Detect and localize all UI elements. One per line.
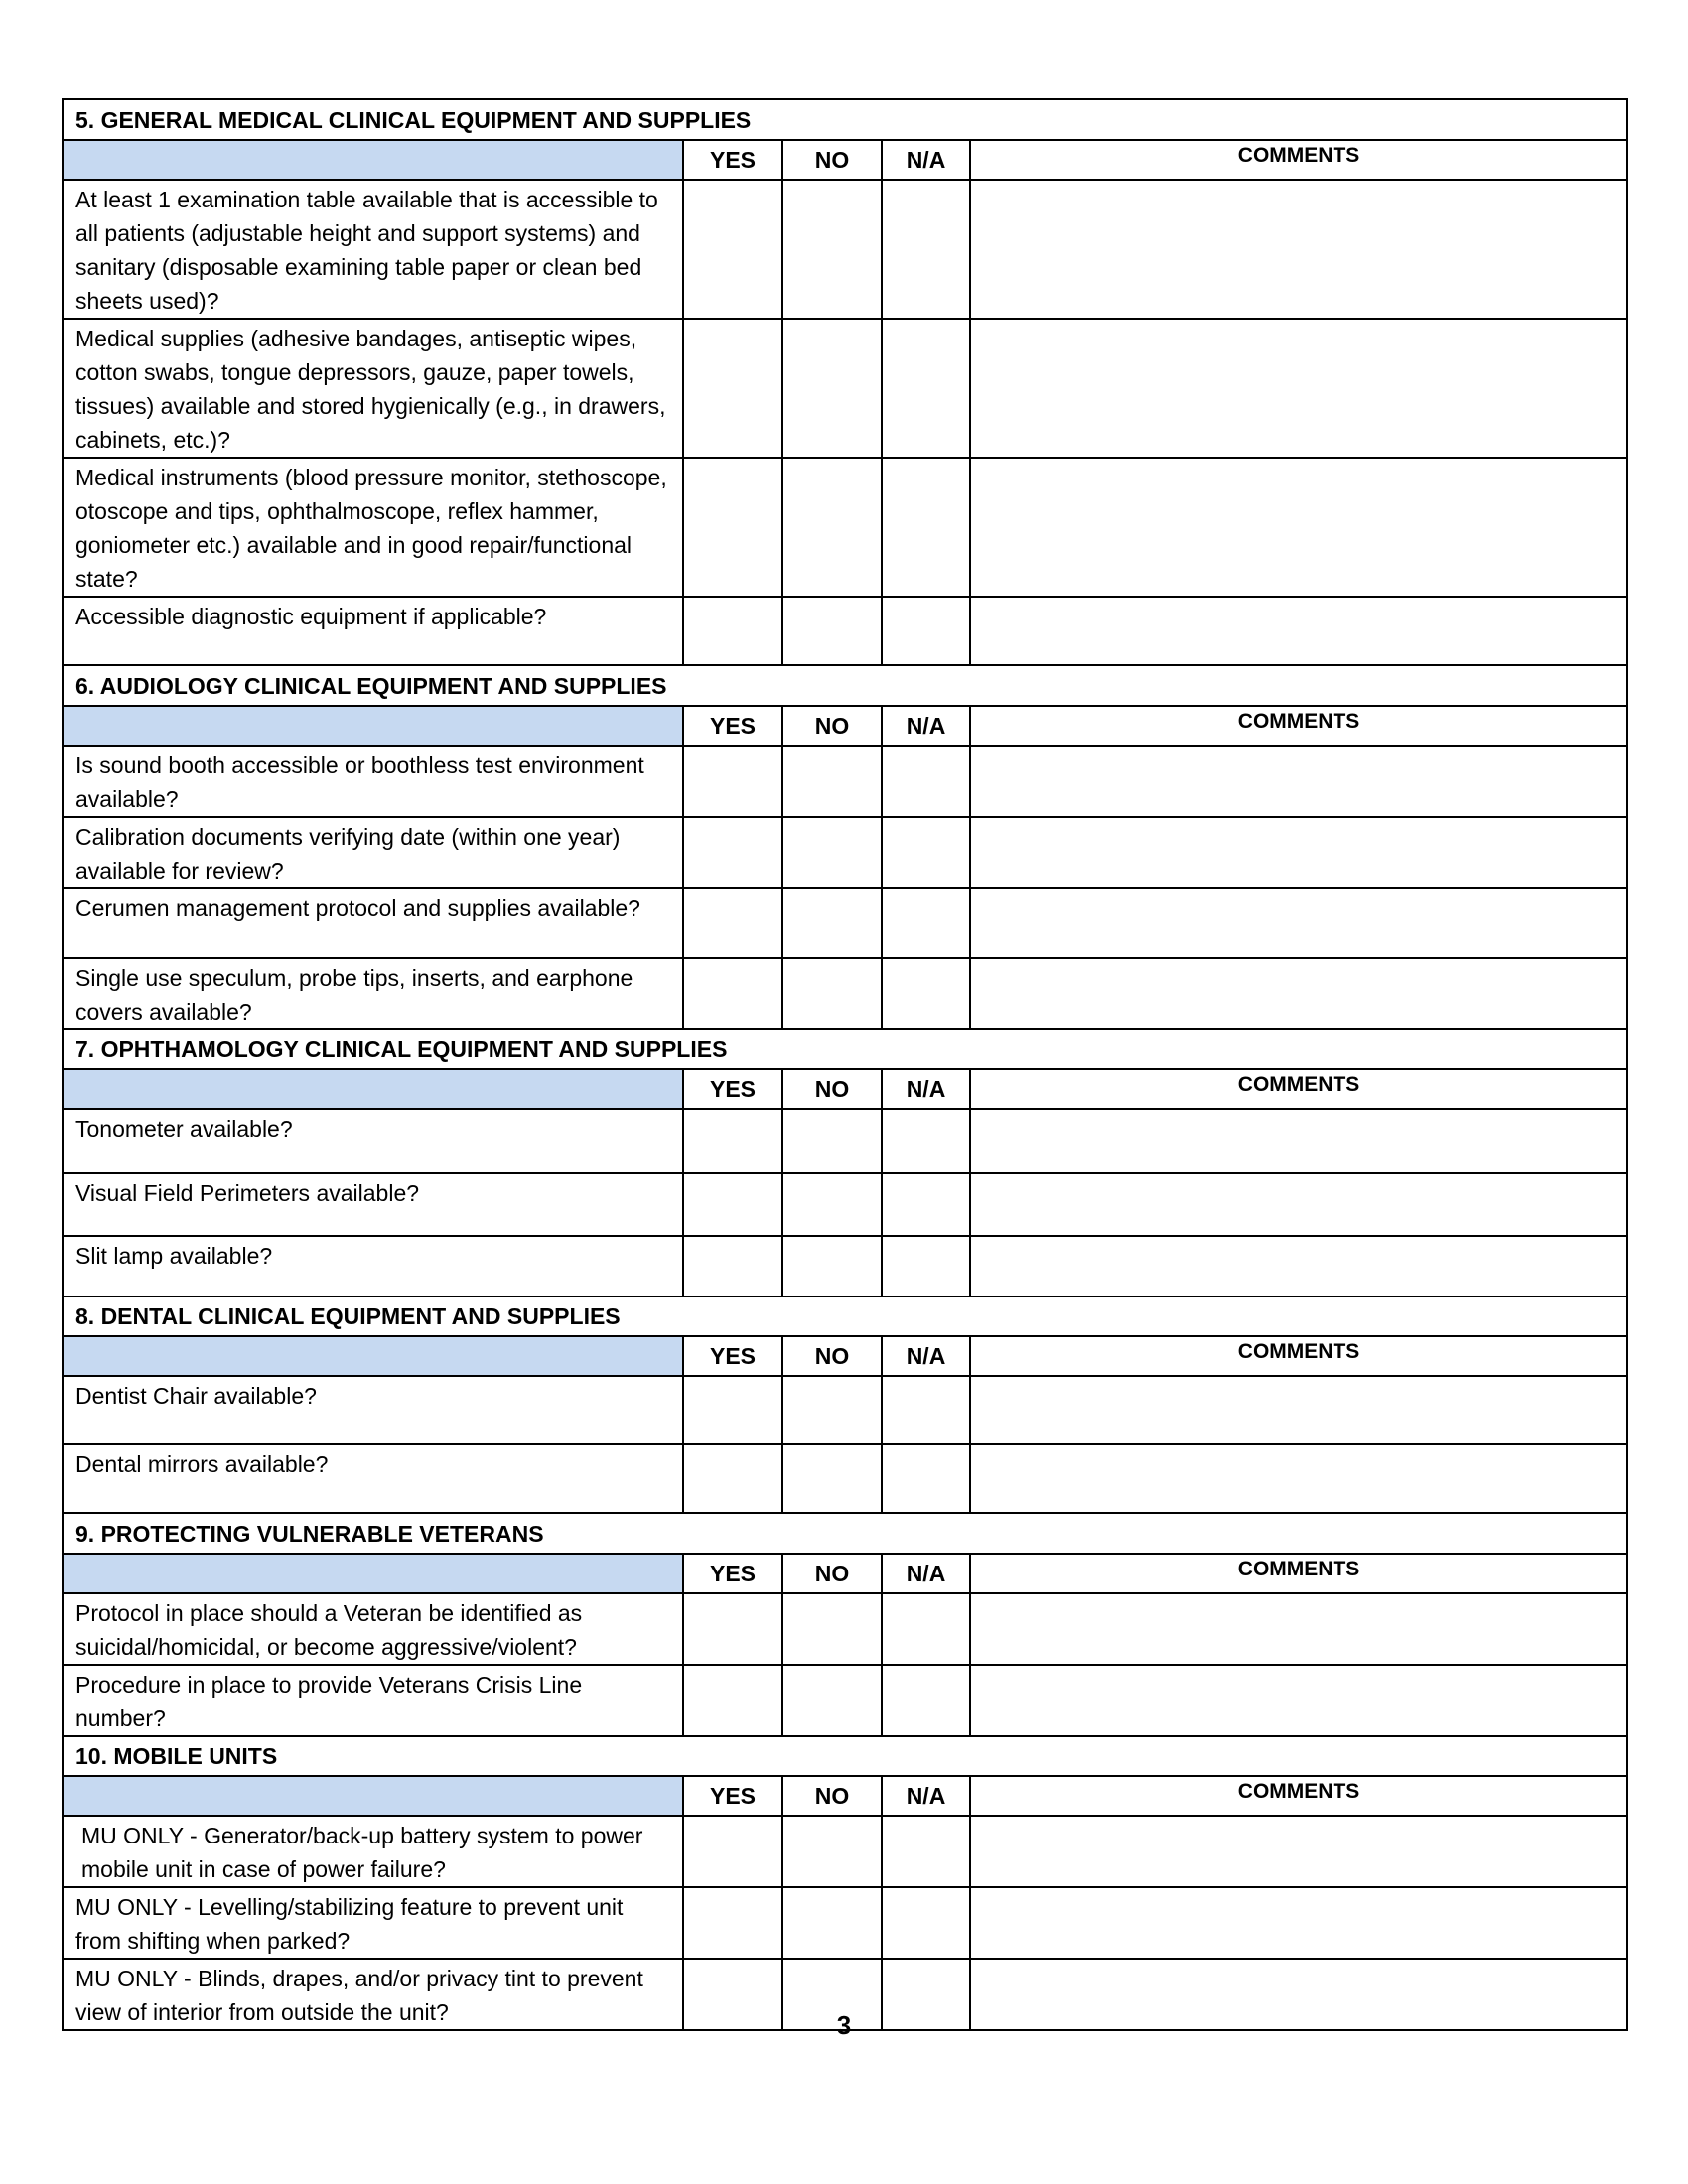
- comments-cell[interactable]: [970, 1665, 1627, 1736]
- question-text: Accessible diagnostic equipment if applicable?: [63, 597, 683, 665]
- comments-cell[interactable]: [970, 958, 1627, 1029]
- na-cell[interactable]: [882, 458, 970, 597]
- question-text: Slit lamp available?: [63, 1236, 683, 1297]
- question-text: Procedure in place to provide Veterans Crisis Line number?: [63, 1665, 683, 1736]
- question-text: Dentist Chair available?: [63, 1376, 683, 1444]
- question-text: Protocol in place should a Veteran be identified as suicidal/homicidal, or become aggressive/violent?: [63, 1593, 683, 1665]
- question-text: Calibration documents verifying date (within one year) available for review?: [63, 817, 683, 888]
- question-text: Visual Field Perimeters available?: [63, 1173, 683, 1236]
- na-cell[interactable]: [882, 746, 970, 817]
- na-cell[interactable]: [882, 817, 970, 888]
- section-title: 9. PROTECTING VULNERABLE VETERANS: [63, 1513, 1627, 1554]
- question-text: At least 1 examination table available that is accessible to all patients (adjustable height and support systems) and sanitary (disposable examining table paper or clean bed sheets used)?: [63, 180, 683, 319]
- yes-cell[interactable]: [683, 597, 782, 665]
- page-number: 3: [836, 2010, 852, 2040]
- na-cell[interactable]: [882, 180, 970, 319]
- question-row: [63, 1444, 1627, 1513]
- comments-column-header: COMMENTS: [970, 140, 1627, 180]
- question-row: [63, 1816, 1627, 1887]
- column-header-row: [63, 140, 1627, 180]
- comments-cell[interactable]: [970, 1236, 1627, 1297]
- yes-cell[interactable]: [683, 180, 782, 319]
- comments-cell[interactable]: [970, 746, 1627, 817]
- na-cell[interactable]: [882, 1444, 970, 1513]
- na-cell[interactable]: [882, 1376, 970, 1444]
- comments-cell[interactable]: [970, 1444, 1627, 1513]
- comments-cell[interactable]: [970, 1376, 1627, 1444]
- na-cell[interactable]: [882, 1816, 970, 1887]
- question-header-cell: [63, 706, 683, 746]
- question-row: [63, 817, 1627, 888]
- na-column-header: N/A: [882, 1336, 970, 1376]
- column-header-row: [63, 1554, 1627, 1593]
- no-cell[interactable]: [782, 1816, 882, 1887]
- no-cell[interactable]: [782, 1444, 882, 1513]
- section-title: 7. OPHTHAMOLOGY CLINICAL EQUIPMENT AND SUPPLIES: [63, 1029, 1627, 1069]
- no-cell[interactable]: [782, 1593, 882, 1665]
- yes-cell[interactable]: [683, 1173, 782, 1236]
- question-text: Single use speculum, probe tips, inserts, and earphone covers available?: [63, 958, 683, 1029]
- comments-cell[interactable]: [970, 180, 1627, 319]
- question-text: MU ONLY - Generator/back-up battery system to power mobile unit in case of power failure?: [63, 1816, 683, 1887]
- na-column-header: N/A: [882, 1554, 970, 1593]
- yes-cell[interactable]: [683, 1816, 782, 1887]
- no-cell[interactable]: [782, 1665, 882, 1736]
- no-column-header: NO: [782, 1776, 882, 1816]
- section-title: 10. MOBILE UNITS: [63, 1736, 1627, 1776]
- column-header-row: [63, 706, 1627, 746]
- question-row: [63, 180, 1627, 319]
- section-header-row: [63, 1297, 1627, 1336]
- na-cell[interactable]: [882, 319, 970, 458]
- na-cell[interactable]: [882, 1236, 970, 1297]
- comments-column-header: COMMENTS: [970, 706, 1627, 746]
- no-cell[interactable]: [782, 597, 882, 665]
- no-column-header: NO: [782, 1554, 882, 1593]
- no-cell[interactable]: [782, 888, 882, 958]
- no-column-header: NO: [782, 706, 882, 746]
- section-title: 6. AUDIOLOGY CLINICAL EQUIPMENT AND SUPPLIES: [63, 665, 1627, 706]
- column-header-row: [63, 1776, 1627, 1816]
- question-row: [63, 1593, 1627, 1665]
- comments-cell[interactable]: [970, 458, 1627, 597]
- no-cell[interactable]: [782, 1887, 882, 1959]
- na-cell[interactable]: [882, 1887, 970, 1959]
- yes-cell[interactable]: [683, 1444, 782, 1513]
- yes-cell[interactable]: [683, 1236, 782, 1297]
- question-header-cell: [63, 140, 683, 180]
- yes-cell[interactable]: [683, 746, 782, 817]
- question-row: [63, 1109, 1627, 1173]
- yes-cell[interactable]: [683, 817, 782, 888]
- section-title: 8. DENTAL CLINICAL EQUIPMENT AND SUPPLIES: [63, 1297, 1627, 1336]
- comments-cell[interactable]: [970, 597, 1627, 665]
- question-text: MU ONLY - Levelling/stabilizing feature to prevent unit from shifting when parked?: [63, 1887, 683, 1959]
- question-row: [63, 746, 1627, 817]
- no-cell[interactable]: [782, 1109, 882, 1173]
- yes-column-header: YES: [683, 1336, 782, 1376]
- comments-cell[interactable]: [970, 1109, 1627, 1173]
- no-cell[interactable]: [782, 958, 882, 1029]
- no-column-header: NO: [782, 140, 882, 180]
- question-row: [63, 888, 1627, 958]
- no-column-header: NO: [782, 1336, 882, 1376]
- comments-column-header: COMMENTS: [970, 1336, 1627, 1376]
- section-title: 5. GENERAL MEDICAL CLINICAL EQUIPMENT AND SUPPLIES: [63, 99, 1627, 140]
- yes-column-header: YES: [683, 1069, 782, 1109]
- yes-cell[interactable]: [683, 319, 782, 458]
- yes-cell[interactable]: [683, 888, 782, 958]
- question-row: [63, 1376, 1627, 1444]
- question-header-cell: [63, 1554, 683, 1593]
- question-row: [63, 1665, 1627, 1736]
- question-row: [63, 1236, 1627, 1297]
- no-cell[interactable]: [782, 1173, 882, 1236]
- question-row: [63, 319, 1627, 458]
- yes-cell[interactable]: [683, 1109, 782, 1173]
- na-cell[interactable]: [882, 597, 970, 665]
- no-column-header: NO: [782, 1069, 882, 1109]
- comments-cell[interactable]: [970, 1816, 1627, 1887]
- yes-cell[interactable]: [683, 958, 782, 1029]
- question-row: [63, 458, 1627, 597]
- yes-column-header: YES: [683, 1776, 782, 1816]
- no-cell[interactable]: [782, 1376, 882, 1444]
- comments-column-header: COMMENTS: [970, 1069, 1627, 1109]
- question-row: [63, 1173, 1627, 1236]
- comments-cell[interactable]: [970, 319, 1627, 458]
- comments-column-header: COMMENTS: [970, 1554, 1627, 1593]
- yes-column-header: YES: [683, 706, 782, 746]
- no-cell[interactable]: [782, 319, 882, 458]
- question-row: [63, 597, 1627, 665]
- question-text: MU ONLY - Blinds, drapes, and/or privacy tint to prevent view of interior from outside the unit?: [63, 1959, 683, 2030]
- yes-column-header: YES: [683, 140, 782, 180]
- comments-cell[interactable]: [970, 1593, 1627, 1665]
- comments-cell[interactable]: [970, 888, 1627, 958]
- na-cell[interactable]: [882, 1665, 970, 1736]
- na-cell[interactable]: [882, 1593, 970, 1665]
- question-text: Medical instruments (blood pressure monitor, stethoscope, otoscope and tips, ophthalmoscope, reflex hammer, goniometer etc.) available and in good repair/functional state?: [63, 458, 683, 597]
- column-header-row: [63, 1069, 1627, 1109]
- na-column-header: N/A: [882, 140, 970, 180]
- no-cell[interactable]: [782, 746, 882, 817]
- na-cell[interactable]: [882, 1109, 970, 1173]
- yes-cell[interactable]: [683, 1593, 782, 1665]
- yes-cell[interactable]: [683, 1665, 782, 1736]
- no-cell[interactable]: [782, 458, 882, 597]
- comments-cell[interactable]: [970, 1173, 1627, 1236]
- question-header-cell: [63, 1776, 683, 1816]
- yes-column-header: YES: [683, 1554, 782, 1593]
- yes-cell[interactable]: [683, 1376, 782, 1444]
- no-cell[interactable]: [782, 1236, 882, 1297]
- question-header-cell: [63, 1336, 683, 1376]
- question-header-cell: [63, 1069, 683, 1109]
- na-column-header: N/A: [882, 1776, 970, 1816]
- column-header-row: [63, 1336, 1627, 1376]
- comments-column-header: COMMENTS: [970, 1776, 1627, 1816]
- question-row: [63, 1887, 1627, 1959]
- na-cell[interactable]: [882, 888, 970, 958]
- question-text: Cerumen management protocol and supplies available?: [63, 888, 683, 958]
- na-column-header: N/A: [882, 1069, 970, 1109]
- no-cell[interactable]: [782, 817, 882, 888]
- na-cell[interactable]: [882, 1173, 970, 1236]
- na-cell[interactable]: [882, 958, 970, 1029]
- na-column-header: N/A: [882, 706, 970, 746]
- section-header-row: [63, 1736, 1627, 1776]
- section-header-row: [63, 1513, 1627, 1554]
- comments-cell[interactable]: [970, 1887, 1627, 1959]
- question-row: [63, 958, 1627, 1029]
- question-text: Dental mirrors available?: [63, 1444, 683, 1513]
- no-cell[interactable]: [782, 180, 882, 319]
- yes-cell[interactable]: [683, 458, 782, 597]
- question-text: Medical supplies (adhesive bandages, antiseptic wipes, cotton swabs, tongue depressors, gauze, paper towels, tissues) available and stored hygienically (e.g., in drawers, cabinets, etc.)?: [63, 319, 683, 458]
- checklist-table: [62, 98, 1628, 2031]
- section-header-row: [63, 1029, 1627, 1069]
- section-header-row: [63, 99, 1627, 140]
- question-text: Is sound booth accessible or boothless test environment available?: [63, 746, 683, 817]
- section-header-row: [63, 665, 1627, 706]
- yes-cell[interactable]: [683, 1887, 782, 1959]
- comments-cell[interactable]: [970, 817, 1627, 888]
- question-text: Tonometer available?: [63, 1109, 683, 1173]
